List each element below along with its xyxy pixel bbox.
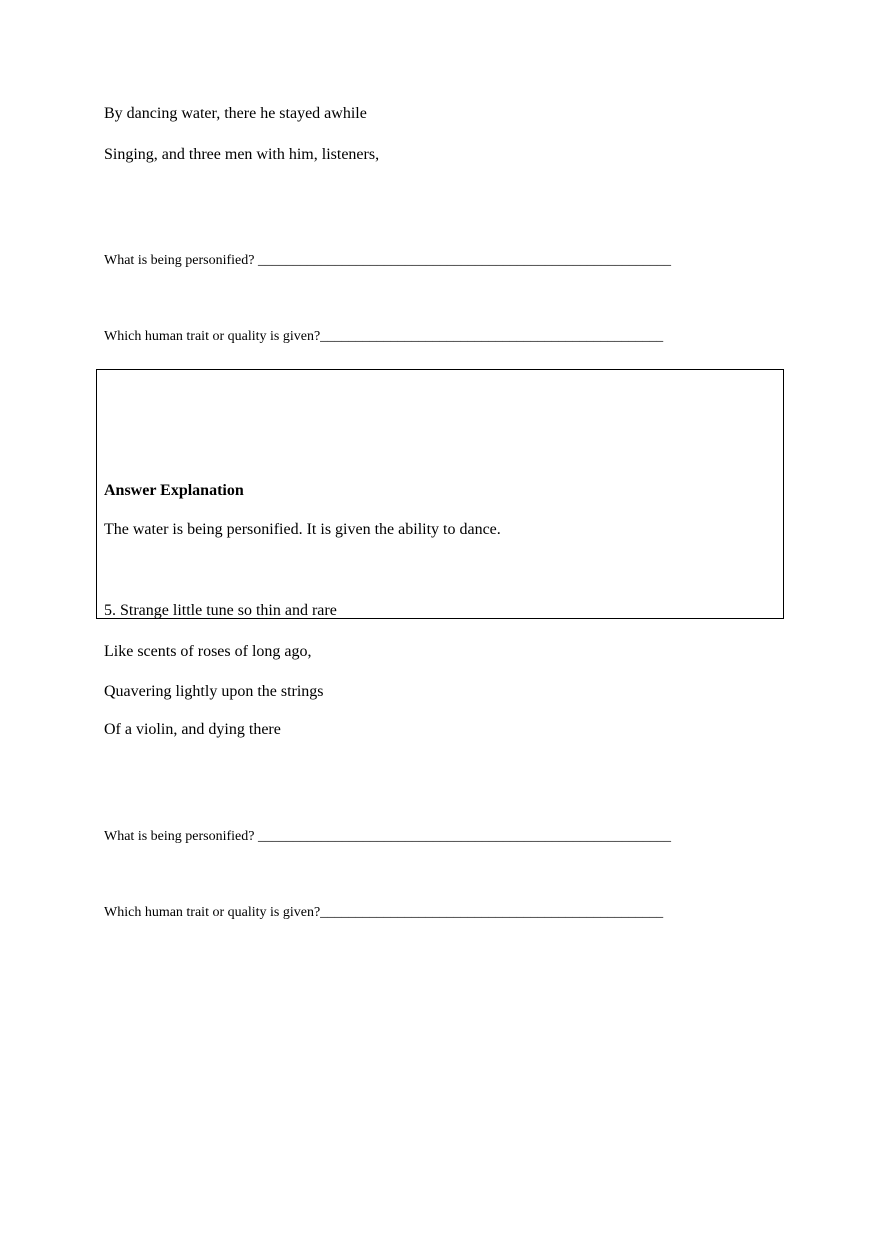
answer-heading: Answer Explanation — [104, 482, 244, 499]
poem-line-2: Singing, and three men with him, listeners, — [104, 146, 380, 163]
question-trait: Which human trait or quality is given?_________________________________________________ — [104, 329, 664, 344]
poem5-line-2: Like scents of roses of long ago, — [104, 643, 312, 660]
poem5-line-3: Quavering lightly upon the strings — [104, 683, 324, 700]
poem5-line-1: 5. Strange little tune so thin and rare — [104, 602, 337, 619]
answer-text: The water is being personified. It is given the ability to dance. — [104, 521, 501, 538]
question-personified: What is being personified? ___________________________________________________________ — [104, 253, 671, 268]
poem-line-1: By dancing water, there he stayed awhile — [104, 105, 367, 122]
question5-personified: What is being personified? ___________________________________________________________ — [104, 829, 671, 844]
question5-trait: Which human trait or quality is given?_________________________________________________ — [104, 905, 664, 920]
poem5-line-4: Of a violin, and dying there — [104, 721, 281, 738]
